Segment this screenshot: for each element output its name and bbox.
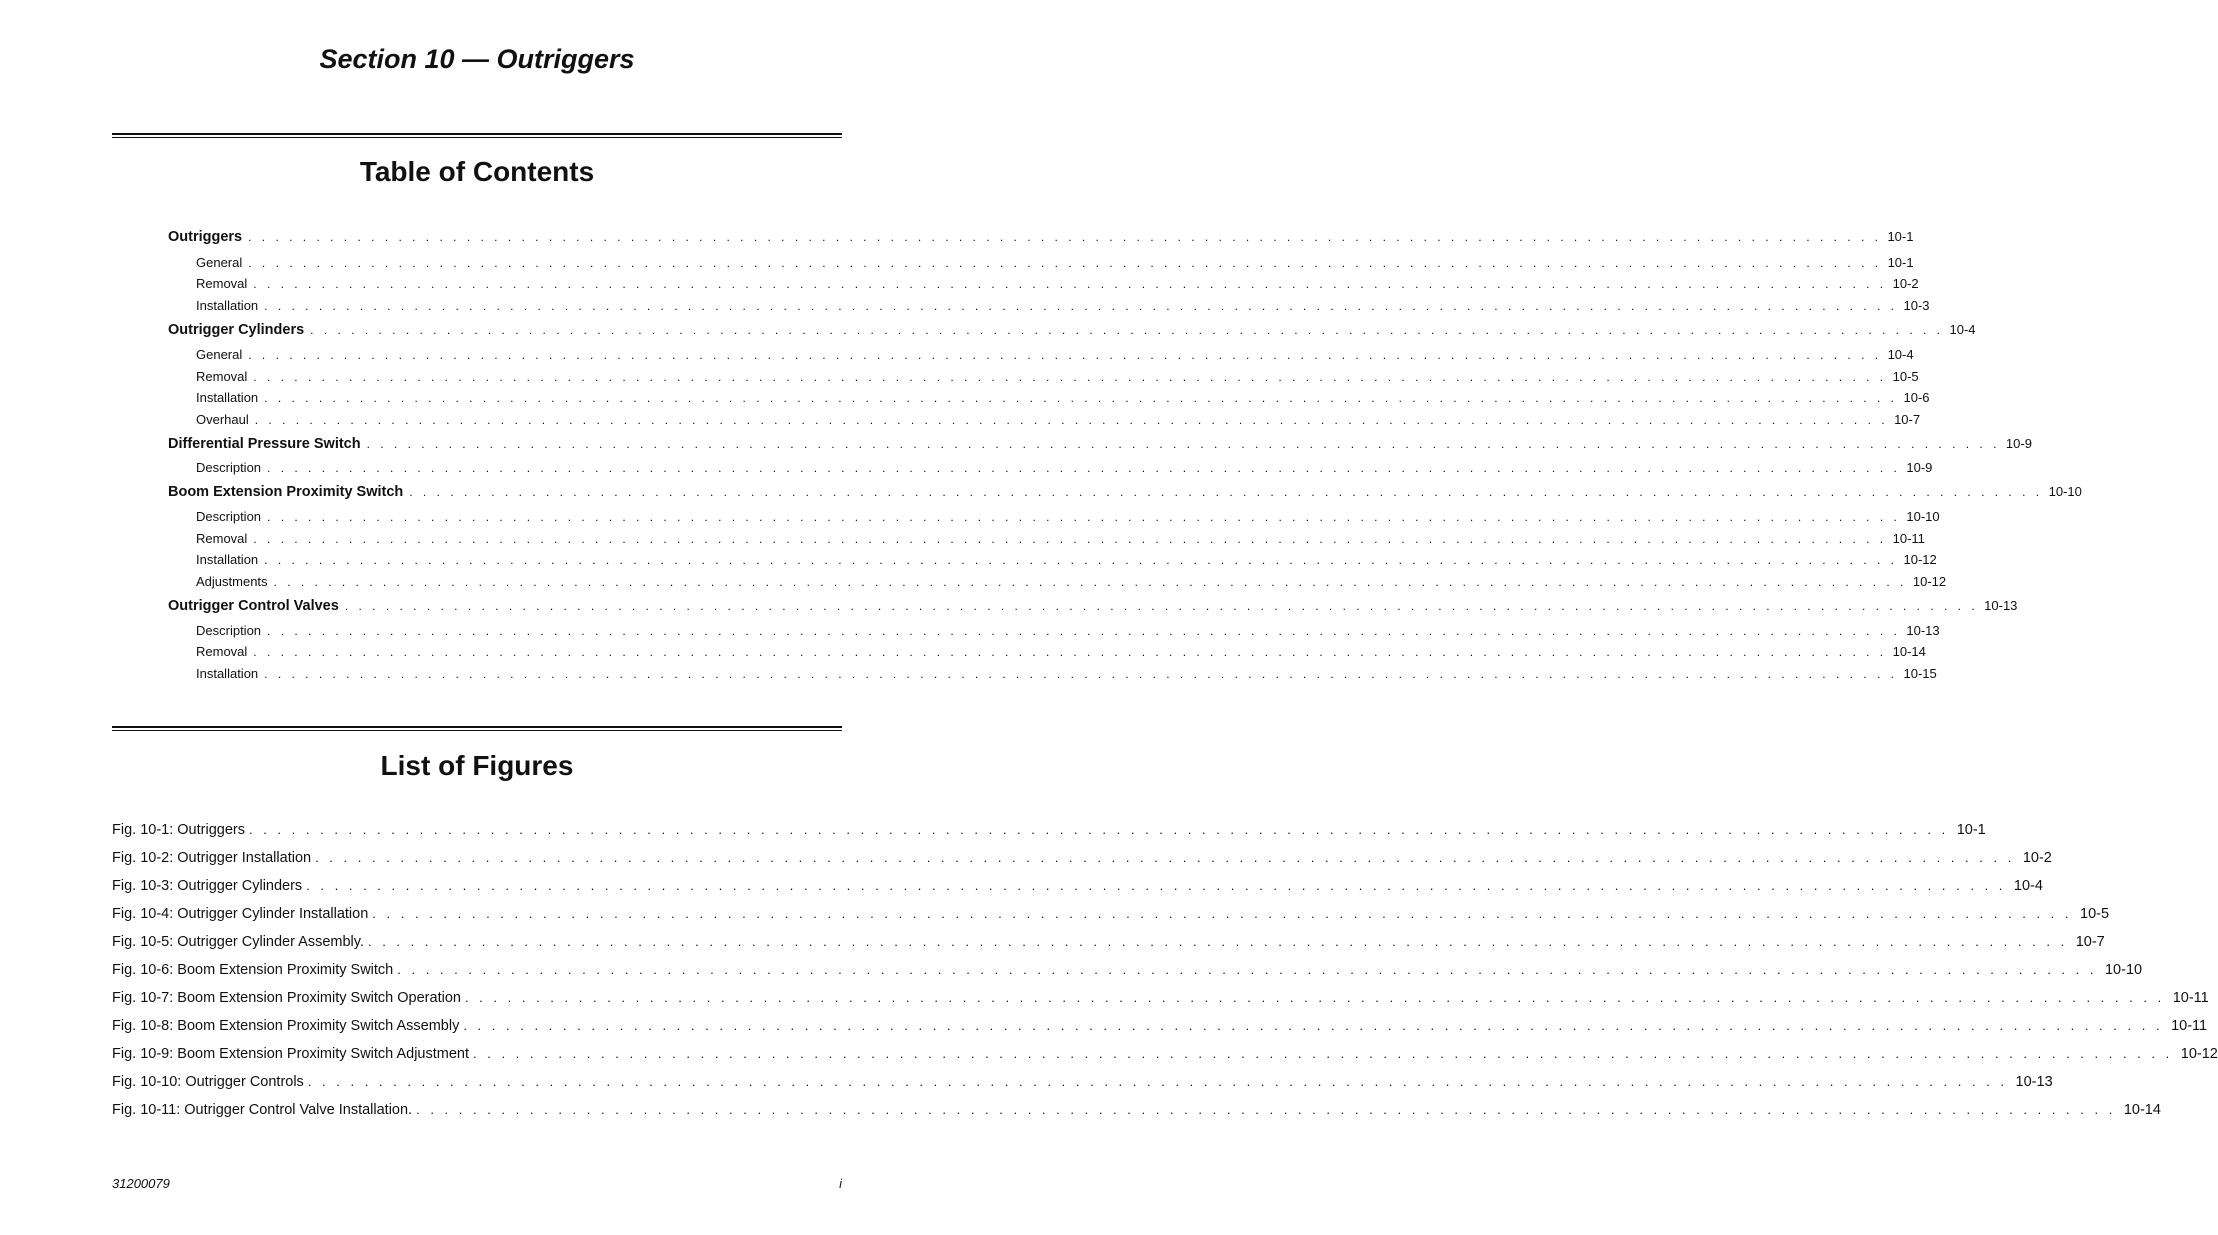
figure-entry-label: Fig. 10-6: Boom Extension Proximity Switch xyxy=(112,962,394,978)
toc-entry-label: Outrigger Cylinders xyxy=(168,322,305,338)
dot-leader: . . . . . . . . . . . . . . . . . . . . . . . . . . . . . . . . . . . . . . . . . . . . . . . . . . . . . . . . . . . . . . . . . . . . . . . . . . . . . . . . . . . . . . . . . . . . . . . . . . . . . . . . . . . . . . . . . . . . . . . . xyxy=(248,256,1882,270)
figure-entry-page: 10-7 xyxy=(2075,934,2105,950)
toc-entry-label: Installation xyxy=(196,390,259,405)
dot-leader: . . . . . . . . . . . . . . . . . . . . . . . . . . . . . . . . . . . . . . . . . . . . . . . . . . . . . . . . . . . . . . . . . . . . . . . . . . . . . . . . . . . . . . . . . . . . . . . . . . . . . . . . . . . . . . . . . . . . . . . . xyxy=(366,437,2000,451)
toc-subsection-entry[interactable] xyxy=(196,623,1940,638)
toc-subsection-entry[interactable] xyxy=(196,298,1930,313)
dot-leader: . . . . . . . . . . . . . . . . . . . . . . . . . . . . . . . . . . . . . . . . . . . . . . . . . . . . . . . . . . . . . . . . . . . . . . . . . . . . . . . . . . . . . . . . . . . . . . . . . . . . . . . . . . . . . . . . . . . . . . . . xyxy=(267,624,1901,638)
dot-leader: . . . . . . . . . . . . . . . . . . . . . . . . . . . . . . . . . . . . . . . . . . . . . . . . . . . . . . . . . . . . . . . . . . . . . . . . . . . . . . . . . . . . . . . . . . . . . . . . . . . . . . . . . . . . . . . . . . . . . . . . xyxy=(464,990,2165,1005)
toc-subsection-entry[interactable] xyxy=(196,255,1914,270)
toc-section-entry[interactable] xyxy=(168,322,1976,338)
toc-entry-page: 10-11 xyxy=(1892,531,1925,546)
dot-leader: . . . . . . . . . . . . . . . . . . . . . . . . . . . . . . . . . . . . . . . . . . . . . . . . . . . . . . . . . . . . . . . . . . . . . . . . . . . . . . . . . . . . . . . . . . . . . . . . . . . . . . . . . . . . . . . . . . . . . . . . xyxy=(310,323,1944,337)
toc-entry-page: 10-12 xyxy=(1903,552,1937,567)
toc-subsection-entry[interactable] xyxy=(196,552,1937,567)
toc-divider xyxy=(112,133,842,138)
toc-subsection-entry[interactable] xyxy=(196,531,1925,546)
toc-subsection-entry[interactable] xyxy=(196,390,1930,405)
dot-leader: . . . . . . . . . . . . . . . . . . . . . . . . . . . . . . . . . . . . . . . . . . . . . . . . . . . . . . . . . . . . . . . . . . . . . . . . . . . . . . . . . . . . . . . . . . . . . . . . . . . . . . . . . . . . . . . . . . . . . . . . xyxy=(273,575,1907,589)
figures-heading: List of Figures xyxy=(380,750,574,781)
figure-entry-page: 10-11 xyxy=(2171,1018,2208,1034)
toc-section-entry[interactable] xyxy=(168,229,1914,245)
toc-entry-label: General xyxy=(196,255,243,270)
figure-entry[interactable] xyxy=(112,1046,2218,1062)
dot-leader: . . . . . . . . . . . . . . . . . . . . . . . . . . . . . . . . . . . . . . . . . . . . . . . . . . . . . . . . . . . . . . . . . . . . . . . . . . . . . . . . . . . . . . . . . . . . . . . . . . . . . . . . . . . . . . . . . . . . . . . . xyxy=(253,532,1887,546)
toc-section-entry[interactable] xyxy=(168,598,2018,614)
toc-entry-label: Description xyxy=(196,509,262,524)
toc-entry-page: 10-13 xyxy=(1984,598,2018,613)
toc-subsection-entry[interactable] xyxy=(196,347,1914,362)
toc-subsection-entry[interactable] xyxy=(196,460,1933,475)
toc-section-entry[interactable] xyxy=(168,484,2082,500)
figure-entry-label: Fig. 10-5: Outrigger Cylinder Assembly. xyxy=(112,934,364,950)
figure-entry-page: 10-13 xyxy=(2015,1074,2053,1090)
toc-entry-label: General xyxy=(196,347,243,362)
figure-entry-page: 10-10 xyxy=(2104,962,2143,978)
dot-leader: . . . . . . . . . . . . . . . . . . . . . . . . . . . . . . . . . . . . . . . . . . . . . . . . . . . . . . . . . . . . . . . . . . . . . . . . . . . . . . . . . . . . . . . . . . . . . . . . . . . . . . . . . . . . . . . . . . . . . . . . xyxy=(307,1074,2008,1089)
toc-subsection-entry[interactable] xyxy=(196,509,1940,524)
figure-entry-label: Fig. 10-9: Boom Extension Proximity Switch Adjustment xyxy=(112,1046,470,1062)
toc-subsection-entry[interactable] xyxy=(196,412,1921,427)
figures-divider xyxy=(112,726,842,731)
toc-entry-label: Boom Extension Proximity Switch xyxy=(168,484,404,500)
toc-entry-page: 10-1 xyxy=(1887,229,1914,244)
dot-leader: . . . . . . . . . . . . . . . . . . . . . . . . . . . . . . . . . . . . . . . . . . . . . . . . . . . . . . . . . . . . . . . . . . . . . . . . . . . . . . . . . . . . . . . . . . . . . . . . . . . . . . . . . . . . . . . . . . . . . . . . xyxy=(253,645,1887,659)
figure-entry-label: Fig. 10-2: Outrigger Installation xyxy=(112,850,312,866)
figure-entry[interactable] xyxy=(112,934,2105,950)
toc-entry-page: 10-2 xyxy=(1892,276,1919,291)
toc-entry-label: Removal xyxy=(196,531,248,546)
figure-entry-page: 10-5 xyxy=(2080,906,2110,922)
toc-entry-label: Installation xyxy=(196,552,259,567)
dot-leader: . . . . . . . . . . . . . . . . . . . . . . . . . . . . . . . . . . . . . . . . . . . . . . . . . . . . . . . . . . . . . . . . . . . . . . . . . . . . . . . . . . . . . . . . . . . . . . . . . . . . . . . . . . . . . . . . . . . . . . . . xyxy=(315,850,2015,865)
figure-entry[interactable] xyxy=(112,990,2209,1006)
toc-entry-label: Removal xyxy=(196,369,248,384)
dot-leader: . . . . . . . . . . . . . . . . . . . . . . . . . . . . . . . . . . . . . . . . . . . . . . . . . . . . . . . . . . . . . . . . . . . . . . . . . . . . . . . . . . . . . . . . . . . . . . . . . . . . . . . . . . . . . . . . . . . . . . . . xyxy=(267,510,1901,524)
toc-entry-page: 10-13 xyxy=(1906,623,1940,638)
dot-leader: . . . . . . . . . . . . . . . . . . . . . . . . . . . . . . . . . . . . . . . . . . . . . . . . . . . . . . . . . . . . . . . . . . . . . . . . . . . . . . . . . . . . . . . . . . . . . . . . . . . . . . . . . . . . . . . . . . . . . . . . xyxy=(416,1102,2116,1117)
page-number: i xyxy=(839,1176,842,1191)
figure-entry[interactable] xyxy=(112,962,2143,978)
dot-leader: . . . . . . . . . . . . . . . . . . . . . . . . . . . . . . . . . . . . . . . . . . . . . . . . . . . . . . . . . . . . . . . . . . . . . . . . . . . . . . . . . . . . . . . . . . . . . . . . . . . . . . . . . . . . . . . . . . . . . . . . xyxy=(248,348,1882,362)
toc-entry-page: 10-5 xyxy=(1892,369,1919,384)
dot-leader: . . . . . . . . . . . . . . . . . . . . . . . . . . . . . . . . . . . . . . . . . . . . . . . . . . . . . . . . . . . . . . . . . . . . . . . . . . . . . . . . . . . . . . . . . . . . . . . . . . . . . . . . . . . . . . . . . . . . . . . . xyxy=(372,906,2073,921)
toc-entry-page: 10-1 xyxy=(1887,255,1914,270)
toc-entry-page: 10-9 xyxy=(2005,436,2032,451)
figure-entry-label: Fig. 10-8: Boom Extension Proximity Switch Assembly xyxy=(112,1018,460,1034)
dot-leader: . . . . . . . . . . . . . . . . . . . . . . . . . . . . . . . . . . . . . . . . . . . . . . . . . . . . . . . . . . . . . . . . . . . . . . . . . . . . . . . . . . . . . . . . . . . . . . . . . . . . . . . . . . . . . . . . . . . . . . . . xyxy=(248,822,1949,837)
dot-leader: . . . . . . . . . . . . . . . . . . . . . . . . . . . . . . . . . . . . . . . . . . . . . . . . . . . . . . . . . . . . . . . . . . . . . . . . . . . . . . . . . . . . . . . . . . . . . . . . . . . . . . . . . . . . . . . . . . . . . . . . xyxy=(367,934,2068,949)
toc-entry-page: 10-7 xyxy=(1894,412,1921,427)
toc-entry-label: Overhaul xyxy=(196,412,249,427)
dot-leader: . . . . . . . . . . . . . . . . . . . . . . . . . . . . . . . . . . . . . . . . . . . . . . . . . . . . . . . . . . . . . . . . . . . . . . . . . . . . . . . . . . . . . . . . . . . . . . . . . . . . . . . . . . . . . . . . . . . . . . . . xyxy=(254,413,1889,427)
figure-entry-page: 10-12 xyxy=(2180,1046,2218,1062)
toc-entry-label: Installation xyxy=(196,298,259,313)
dot-leader: . . . . . . . . . . . . . . . . . . . . . . . . . . . . . . . . . . . . . . . . . . . . . . . . . . . . . . . . . . . . . . . . . . . . . . . . . . . . . . . . . . . . . . . . . . . . . . . . . . . . . . . . . . . . . . . . . . . . . . . . xyxy=(253,277,1887,291)
toc-entry-page: 10-3 xyxy=(1903,298,1930,313)
toc-subsection-entry[interactable] xyxy=(196,574,1947,589)
dot-leader: . . . . . . . . . . . . . . . . . . . . . . . . . . . . . . . . . . . . . . . . . . . . . . . . . . . . . . . . . . . . . . . . . . . . . . . . . . . . . . . . . . . . . . . . . . . . . . . . . . . . . . . . . . . . . . . . . . . . . . . . xyxy=(306,878,2006,893)
toc-entry-label: Outriggers xyxy=(168,229,243,245)
doc-number: 31200079 xyxy=(112,1176,170,1191)
toc-entry-page: 10-14 xyxy=(1892,644,1926,659)
toc-entry-label: Removal xyxy=(196,276,248,291)
toc-entry-page: 10-15 xyxy=(1903,666,1937,681)
figure-entry[interactable] xyxy=(112,1018,2208,1034)
dot-leader: . . . . . . . . . . . . . . . . . . . . . . . . . . . . . . . . . . . . . . . . . . . . . . . . . . . . . . . . . . . . . . . . . . . . . . . . . . . . . . . . . . . . . . . . . . . . . . . . . . . . . . . . . . . . . . . . . . . . . . . . xyxy=(264,667,1898,681)
figure-entry[interactable] xyxy=(112,906,2110,922)
figure-entry[interactable] xyxy=(112,1102,2161,1118)
figure-entry-label: Fig. 10-4: Outrigger Cylinder Installation xyxy=(112,906,369,922)
toc-entry-page: 10-10 xyxy=(1906,509,1940,524)
figure-entry[interactable] xyxy=(112,878,2043,894)
dot-leader: . . . . . . . . . . . . . . . . . . . . . . . . . . . . . . . . . . . . . . . . . . . . . . . . . . . . . . . . . . . . . . . . . . . . . . . . . . . . . . . . . . . . . . . . . . . . . . . . . . . . . . . . . . . . . . . . . . . . . . . . xyxy=(248,230,1882,244)
toc-subsection-entry[interactable] xyxy=(196,276,1919,291)
toc-entry-label: Adjustments xyxy=(196,574,268,589)
figure-entry-page: 10-14 xyxy=(2123,1102,2161,1118)
toc-section-entry[interactable] xyxy=(168,436,2032,452)
section-title: Section 10 — Outriggers xyxy=(319,44,635,74)
toc-entry-page: 10-10 xyxy=(2048,484,2082,499)
dot-leader: . . . . . . . . . . . . . . . . . . . . . . . . . . . . . . . . . . . . . . . . . . . . . . . . . . . . . . . . . . . . . . . . . . . . . . . . . . . . . . . . . . . . . . . . . . . . . . . . . . . . . . . . . . . . . . . . . . . . . . . . xyxy=(473,1046,2173,1061)
dot-leader: . . . . . . . . . . . . . . . . . . . . . . . . . . . . . . . . . . . . . . . . . . . . . . . . . . . . . . . . . . . . . . . . . . . . . . . . . . . . . . . . . . . . . . . . . . . . . . . . . . . . . . . . . . . . . . . . . . . . . . . . xyxy=(264,299,1898,313)
figure-entry-page: 10-2 xyxy=(2022,850,2052,866)
toc-entry-page: 10-12 xyxy=(1912,574,1947,589)
toc-entry-page: 10-9 xyxy=(1906,460,1933,475)
dot-leader: . . . . . . . . . . . . . . . . . . . . . . . . . . . . . . . . . . . . . . . . . . . . . . . . . . . . . . . . . . . . . . . . . . . . . . . . . . . . . . . . . . . . . . . . . . . . . . . . . . . . . . . . . . . . . . . . . . . . . . . . xyxy=(264,553,1898,567)
toc-entry-page: 10-4 xyxy=(1949,322,1976,337)
dot-leader: . . . . . . . . . . . . . . . . . . . . . . . . . . . . . . . . . . . . . . . . . . . . . . . . . . . . . . . . . . . . . . . . . . . . . . . . . . . . . . . . . . . . . . . . . . . . . . . . . . . . . . . . . . . . . . . . . . . . . . . . xyxy=(409,485,2043,499)
figure-entry-page: 10-11 xyxy=(2172,990,2209,1006)
toc-entry-label: Description xyxy=(196,623,262,638)
toc-entry-label: Description xyxy=(196,460,262,475)
figure-entry[interactable] xyxy=(112,850,2052,866)
toc-entry-page: 10-6 xyxy=(1903,390,1930,405)
toc-subsection-entry[interactable] xyxy=(196,369,1919,384)
figure-entry-label: Fig. 10-7: Boom Extension Proximity Switch Operation xyxy=(112,990,461,1006)
dot-leader: . . . . . . . . . . . . . . . . . . . . . . . . . . . . . . . . . . . . . . . . . . . . . . . . . . . . . . . . . . . . . . . . . . . . . . . . . . . . . . . . . . . . . . . . . . . . . . . . . . . . . . . . . . . . . . . . . . . . . . . . xyxy=(344,599,1979,613)
figure-entry[interactable] xyxy=(112,822,1986,838)
figure-entry-label: Fig. 10-3: Outrigger Cylinders xyxy=(112,878,303,894)
figure-entry[interactable] xyxy=(112,1074,2053,1090)
figure-entry-label: Fig. 10-1: Outriggers xyxy=(112,822,245,838)
toc-subsection-entry[interactable] xyxy=(196,666,1937,681)
figure-entry-page: 10-1 xyxy=(1956,822,1986,838)
dot-leader: . . . . . . . . . . . . . . . . . . . . . . . . . . . . . . . . . . . . . . . . . . . . . . . . . . . . . . . . . . . . . . . . . . . . . . . . . . . . . . . . . . . . . . . . . . . . . . . . . . . . . . . . . . . . . . . . . . . . . . . . xyxy=(463,1018,2164,1033)
toc-entry-label: Removal xyxy=(196,644,248,659)
toc-entry-label: Differential Pressure Switch xyxy=(168,436,361,452)
figure-entry-label: Fig. 10-11: Outrigger Control Valve Installation. xyxy=(112,1102,413,1118)
toc-entry-page: 10-4 xyxy=(1887,347,1914,362)
dot-leader: . . . . . . . . . . . . . . . . . . . . . . . . . . . . . . . . . . . . . . . . . . . . . . . . . . . . . . . . . . . . . . . . . . . . . . . . . . . . . . . . . . . . . . . . . . . . . . . . . . . . . . . . . . . . . . . . . . . . . . . . xyxy=(253,370,1887,384)
toc-entry-label: Installation xyxy=(196,666,259,681)
toc-subsection-entry[interactable] xyxy=(196,644,1926,659)
figure-entry-page: 10-4 xyxy=(2013,878,2043,894)
toc-heading: Table of Contents xyxy=(359,156,595,187)
dot-leader: . . . . . . . . . . . . . . . . . . . . . . . . . . . . . . . . . . . . . . . . . . . . . . . . . . . . . . . . . . . . . . . . . . . . . . . . . . . . . . . . . . . . . . . . . . . . . . . . . . . . . . . . . . . . . . . . . . . . . . . . xyxy=(264,391,1898,405)
toc-entry-label: Outrigger Control Valves xyxy=(168,598,339,614)
dot-leader: . . . . . . . . . . . . . . . . . . . . . . . . . . . . . . . . . . . . . . . . . . . . . . . . . . . . . . . . . . . . . . . . . . . . . . . . . . . . . . . . . . . . . . . . . . . . . . . . . . . . . . . . . . . . . . . . . . . . . . . . xyxy=(397,962,2097,977)
dot-leader: . . . . . . . . . . . . . . . . . . . . . . . . . . . . . . . . . . . . . . . . . . . . . . . . . . . . . . . . . . . . . . . . . . . . . . . . . . . . . . . . . . . . . . . . . . . . . . . . . . . . . . . . . . . . . . . . . . . . . . . . xyxy=(267,461,1901,475)
figure-entry-label: Fig. 10-10: Outrigger Controls xyxy=(112,1074,304,1090)
